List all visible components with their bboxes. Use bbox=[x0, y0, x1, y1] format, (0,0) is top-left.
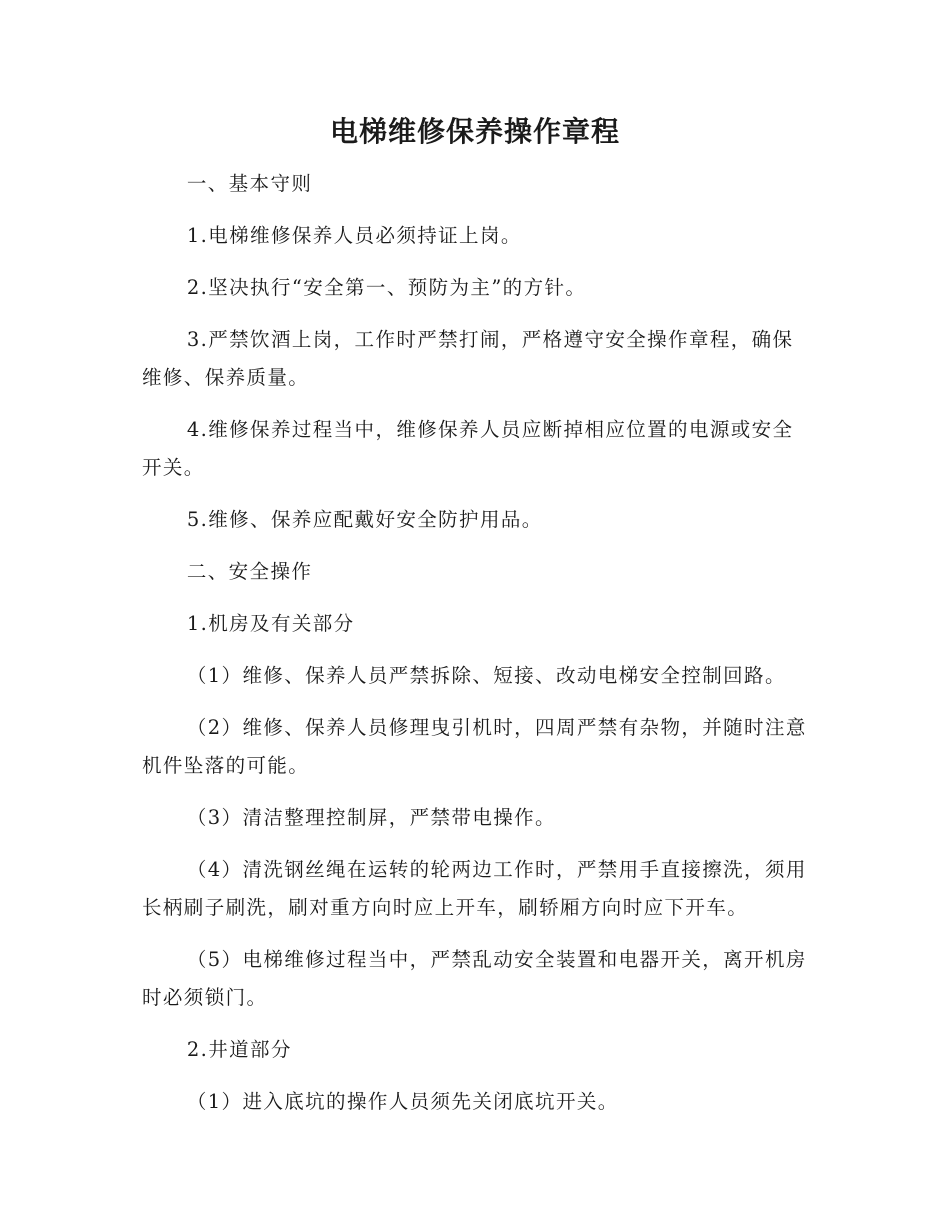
paragraph: 4.维修保养过程当中，维修保养人员应断掉相应位置的电源或安全开关。 bbox=[142, 418, 794, 479]
paragraph: （5）电梯维修过程当中，严禁乱动安全装置和电器开关，离开机房时必须锁门。 bbox=[142, 948, 807, 1009]
paragraph: （1）进入底坑的操作人员须先关闭底坑开关。 bbox=[186, 1090, 619, 1113]
paragraph: （4）清洗钢丝绳在运转的轮两边工作时，严禁用手直接擦洗，须用长柄刷子刷洗，刷对重方向时应上开车，刷轿厢方向时应下开车。 bbox=[142, 858, 807, 919]
paragraph: （2）维修、保养人员修理曳引机时，四周严禁有杂物，并随时注意机件坠落的可能。 bbox=[142, 716, 807, 777]
paragraph: 5.维修、保养应配戴好安全防护用品。 bbox=[186, 508, 543, 531]
document-title: 电梯维修保养操作章程 bbox=[329, 115, 620, 148]
paragraph: 2.坚决执行“安全第一、预防为主”的方针。 bbox=[186, 276, 587, 299]
section-heading: 一、基本守则 bbox=[186, 172, 313, 195]
subsection-heading: 1.机房及有关部分 bbox=[186, 612, 355, 635]
document-body bbox=[142, 165, 808, 1135]
paragraph: 1.电梯维修保养人员必须持证上岗。 bbox=[186, 224, 522, 247]
section-heading: 二、安全操作 bbox=[186, 560, 313, 583]
subsection-heading: 2.井道部分 bbox=[186, 1038, 292, 1061]
paragraph: （1）维修、保养人员严禁拆除、短接、改动电梯安全控制回路。 bbox=[186, 664, 786, 687]
paragraph: 3.严禁饮酒上岗，工作时严禁打闹，严格遵守安全操作章程，确保维修、保养质量。 bbox=[142, 328, 794, 389]
paragraph: （3）清洁整理控制屏，严禁带电操作。 bbox=[186, 806, 556, 829]
